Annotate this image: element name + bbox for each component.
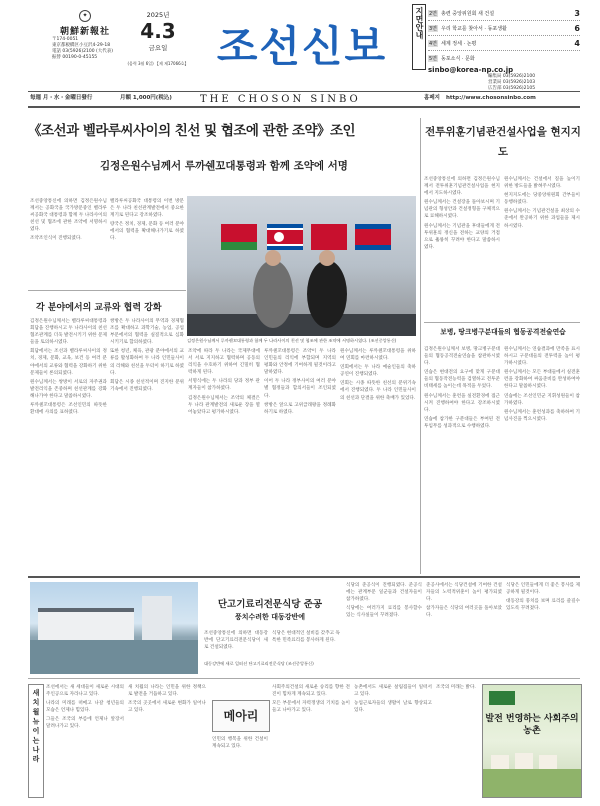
publisher-line: 〒174-0051 (52, 37, 79, 42)
date-block (122, 10, 194, 67)
column-body-col6: 조국의 미래는 밝다. (436, 685, 476, 690)
person-left (253, 260, 293, 328)
contents-num: 3 (574, 8, 580, 18)
caption-credit: (조선중앙통신) (368, 338, 397, 343)
publisher-line: 東京都板橋区小豆沢4-29-18 (52, 43, 111, 48)
lead-photo (187, 196, 416, 336)
paper-english-title: THE CHOSON SINBO (200, 94, 361, 105)
ad-badge-icon (489, 691, 515, 705)
column-vertical-box (28, 684, 44, 798)
contents-text: 세계 정세 · 논평 (441, 40, 477, 47)
edition-tag (412, 4, 426, 70)
column-body-col2: 새 치월의 나라는 인민을 위한 정책으로 발전을 거듭하고 있다. 조국의 곳곳에서 새로운 변화가 일어나고 있다. (128, 685, 206, 714)
bottom-body-col5: 식당은 인민들에게 더 좋은 봉사를 제공하게 될것이다. 대동강의 풍치를 보며 료리를 즐길수 있도록 꾸려졌다. (506, 583, 580, 612)
column-body-col1: 조선에서는 새 세대들이 새로운 시대의 주인공으로 자라나고 있다. 나라의 미래를 떠메고 나갈 청년들의 모습은 언제나 힘있다. 그들은 조국의 부름에 언제나 앞장서 달려나가고 있다. (46, 685, 124, 730)
masthead-rule (28, 91, 580, 92)
contents-page: 5면 (429, 55, 438, 62)
belarus-flag-2 (311, 224, 347, 250)
contents-item[interactable] (428, 21, 580, 36)
caption-text: 김정은원수님께서 루까쉔꼬대통령과 함께 두 나라사이의 친선 및 협조에 관한 조약에 서명하시였다. (187, 338, 368, 343)
contents-item[interactable] (428, 36, 580, 51)
contents-text: 우리 학교를 찾아서 · 동포생활 (441, 25, 507, 32)
column-body-col4: 사회주의건설의 새로운 승리를 향한 전진이 힘차게 계속되고 있다. 모든 부문에서 자력갱생의 기치를 높이 들고 나아가고 있다. (272, 685, 350, 714)
side-headline[interactable]: 전투위훈기념관건설사업을 현지지도 (425, 126, 581, 158)
contact-block (428, 66, 580, 92)
publisher-line: 振替 00190-0-45155 (52, 55, 98, 60)
bottom-headline[interactable]: 단고기료리전문식당 준공 (217, 599, 323, 610)
side-body-col4: 원수님께서는 연습결과에 만족을 표시하시고 구분대들의 전투력을 높이 평가하시였다. 원수님께서는 모든 부대들에서 실전훈련을 강화하여 싸움준비를 완성하여야 한다고 말씀하시였다. 연습에는 조선인민군 지휘성원들이 참가하였다. 원수님께서는 훈련성과를 축하하여 기념사진을 찍으시였다. (504, 347, 580, 422)
column-body-col5: 농촌에서도 새로운 살림집들이 일떠서고 있다. 농업근로자들의 생활이 날로 향상되고 있다. (354, 685, 432, 714)
side-body-col2: 원수님께서는 건설에서 질을 높이기 위한 방도들을 밝혀주시였다. 현지지도에는 당중앙위원회 간부들이 동행하였다. 원수님께서는 기념관건설을 최상의 수준에서 완공하기 위한 과업들을 제시하시였다. (504, 177, 580, 229)
lead-body-col3: 조약에 따라 두 나라는 국제무대에서 서로 지지하고 협력하며 공동의 리익을 수호하기 위하여 긴밀히 협력하게 된다. 서명식에는 두 나라의 당과 정부 관계자들이 참가하였다. 김정은원수님께서는 조약의 체결은 두 나라 관계발전의 새로운 장을 열어놓았다고 평가하시였다. (188, 349, 260, 415)
ad-house (539, 755, 557, 769)
contact-line: 営業局 03(5926)2103 (488, 80, 536, 85)
lead-body-col5: 원수님께서는 루까쉔꼬대통령을 위하여 연회를 마련하시였다. 연회에서는 두 나라 예술인들의 축하공연이 진행되였다. 연회는 시종 따뜻한 친선의 분위기속에서 진행되였다. 두 나라 인민들사이의 친선과 단결을 위한 축배가 있었다. (340, 349, 416, 401)
contact-line: 編集局 03(5926)2100 (488, 74, 536, 79)
contents-num: 4 (574, 38, 580, 48)
lead-body-col1: 조선중앙통신에 의하면 김정은원수님께서는 공화국을 국가방문중인 벨라루씨공화국 대통령과 함께 두 나라사이의 친선 및 협조에 관한 조약에 서명하시였다. 조약조인식이 진행되였다. (30, 199, 107, 242)
column-title: 메아리 (223, 709, 259, 723)
bottom-subheadline: 풍치수려한 대동강반에 (234, 613, 306, 621)
dprk-flag-2-red (355, 229, 391, 245)
lead-body-col2b: 쌍방은 두 나라사이의 무역과 경제협조를 확대하고 과학기술, 농업, 공업 부문에서의 협력을 실질적으로 심화시키기로 합의하였다. 또한 청년, 체육, 관광 분야에서의 교류를 활성화하여 두 나라 인민들사이의 리해와 친선을 두터이 하기로 하였다. 회담은 시종 친선적이며 진지한 분위기속에서 진행되였다. (110, 319, 184, 392)
publisher-line: 電話 03(5926)2100 (大代表) (52, 49, 114, 54)
bottom-body-col4: 준공사에서는 식당건설에 기여한 건설자들의 노력적위훈이 높이 평가되였다. 참가자들은 식당의 여러곳을 돌아보았다. (426, 583, 502, 619)
building-roof (38, 608, 134, 612)
contact-line: 広告部 03(5926)2105 (488, 86, 536, 91)
bottom-body-col2: 식당은 현대적인 설비를 갖추고 독특한 민족료리를 봉사하게 된다. (272, 631, 340, 644)
restaurant-photo (30, 582, 198, 674)
bottom-divider (28, 678, 580, 679)
homepage-url[interactable]: http://www.chosonsinbo.com (446, 95, 536, 101)
side-body-col3: 김정은원수님께서 보병, 땅크병구분대들의 협동공격전술연습을 참관하시였다. 연습은 현대전의 요구에 맞게 구분대들의 협동작전능력을 검열하고 전투준비태세를 높이는데 목적을 두었다. 원수님께서는 훈련을 실전환경에 접근시켜 진행하여야 한다고 강조하시였다. 연습에 참가한 구분대들은 부여된 전투임무를 성과적으로 수행하였다. (424, 347, 500, 429)
dprk-flag-star-disc (274, 232, 284, 242)
date-year: 2025년 (146, 11, 170, 19)
contents-page: 4면 (429, 40, 438, 47)
date-weekday: 금요일 (148, 44, 168, 52)
lead-subheadline: 김정은원수님께서 루까쉔꼬대통령과 함께 조약에 서명 (100, 160, 348, 172)
contents-item[interactable] (428, 6, 580, 21)
publisher-block (52, 10, 118, 61)
ad-house (491, 755, 509, 769)
contents-list (428, 6, 580, 65)
belarus-flag-stripe (221, 242, 257, 250)
ad-houses-graphic (483, 737, 581, 797)
ad-house (515, 753, 533, 769)
masthead (0, 0, 600, 120)
column-vertical-title: 새 치 월 뉴 이 는 나 라 (32, 689, 40, 763)
issue-note: (음력 3월 6일) 【제 제17066호】 (127, 61, 189, 66)
contents-item[interactable] (428, 51, 580, 65)
price-text: 月額 1,000円(税込) (120, 95, 172, 101)
dprk-flag-red (267, 230, 303, 244)
side-section-heading: 보병, 땅크병구분대들의 협동공격전술연습 (440, 328, 566, 336)
column-title-box (212, 700, 270, 732)
person-right-head (319, 250, 335, 266)
contents-page: 3면 (429, 25, 438, 32)
lead-body-col1b: 김정은원수님께서는 벨라루씨대통령과 회담을 진행하시고 두 나라사이의 친선협조관계를 더욱 발전시키기 위한 문제들을 토의하시였다. 회담에서는 조선과 벨라루씨사이의 정치, 경제, 문화, 교육, 보건 등 여러 분야에서의 교류와 협력을 강화하기 위한 문제들이 론의되였다. 원수님께서는 쌍방이 서로의 자주권과 발전리익을 존중하며 친선관계를 강화해나가야 한다고 말씀하시였다. 루까쉔꼬대통령은 조선인민의 따뜻한 환대에 사의를 표하였다. (30, 319, 107, 416)
ad-block[interactable] (482, 684, 582, 798)
building (38, 610, 134, 640)
ad-text: 발전 번영하는 사회주의농촌 (485, 714, 579, 736)
signing-table (187, 314, 416, 336)
person-left-head (265, 250, 281, 266)
masthead-bottom-rule (28, 106, 580, 108)
date-day: 4.3 (140, 19, 176, 43)
riverbank (30, 640, 198, 674)
contents-num: 6 (574, 23, 580, 33)
bottom-section-rule (28, 576, 580, 578)
section-rule (28, 290, 186, 291)
lead-body-col4: 루까쉔꼬대통령은 조약이 두 나라 인민들의 리익에 부합되며 지역의 평화와 안정에 기여하게 될것이라고 말하였다. 이어 두 나라 정부사이의 여러 분야별 협정들과 합의서들이 조인되였다. 쌍방은 앞으로 고위급래왕을 정례화하기로 하였다. (264, 349, 336, 415)
publisher-name: 朝鮮新報社 (59, 27, 110, 37)
bottom-body-col3: 식당의 준공식이 진행되였다. 준공식에는 관계부문 일군들과 건설자들이 참가하였다. 식당에는 여러가지 료리를 봉사할수 있는 식사실들이 꾸려졌다. (346, 583, 422, 619)
email-address[interactable]: sinbo@korea-np.co.jp (428, 66, 514, 74)
contents-text: 총련 중앙위원회 새 건설 (441, 10, 495, 17)
section-heading: 각 분야에서의 교류와 협력 강화 (36, 303, 162, 313)
contents-page: 2면 (429, 10, 438, 17)
edition-tag-text: 지면안내 (415, 7, 424, 39)
bottom-photo-caption: 대동강반에 새로 일떠선 단고기료리전문식당 (조선중앙통신) (204, 661, 314, 666)
lead-body-col2: 벨라루씨공화국 대통령의 이번 방문은 두 나라 친선관계발전에서 중요한 계기로 된다고 강조하였다. 량국은 정치, 경제, 문화 등 여러 분야에서의 협력을 확대해나가기로 하였다. (110, 199, 184, 242)
contents-text: 동포소식 · 문화 (441, 55, 475, 62)
restaurant-graphic (30, 582, 198, 674)
lead-headline[interactable]: 《조선과 벨라루씨사이의 친선 및 협조에 관한 조약》조인 (28, 123, 356, 139)
side-body-col1: 조선중앙통신에 의하면 김정은원수님께서 전투위훈기념관건설사업을 현지에서 지도하시였다. 원수님께서는 건설장을 돌아보시며 기념관의 형성안과 건설정형을 구체적으로 료해하시였다. 원수님께서는 기념관을 후대들에게 전투위훈의 정신을 전하는 교양의 거점으로 훌륭히 꾸려야 한다고 말씀하시였다. (424, 177, 500, 250)
homepage-label: 홈페지 (424, 95, 440, 101)
schedule-text: 每週 月・水・金曜日發行 (30, 95, 93, 101)
bottom-body-col1: 조선중앙통신에 의하면 대동강반에 단고기료리전문식당이 새로 건설되였다. (204, 631, 268, 651)
person-right (307, 260, 347, 328)
column-divider (420, 118, 421, 574)
flags-graphic (187, 196, 416, 336)
side-rule (424, 322, 580, 323)
newspaper-logo[interactable]: 조선신보 (216, 22, 388, 71)
lead-photo-caption (187, 338, 416, 344)
column-body-col3: 인민의 행복을 위한 건설이 계속되고 있다. (212, 737, 268, 750)
building-tower (142, 596, 172, 640)
ad-field (483, 769, 581, 797)
publisher-emblem-icon: ✦ (79, 10, 91, 22)
